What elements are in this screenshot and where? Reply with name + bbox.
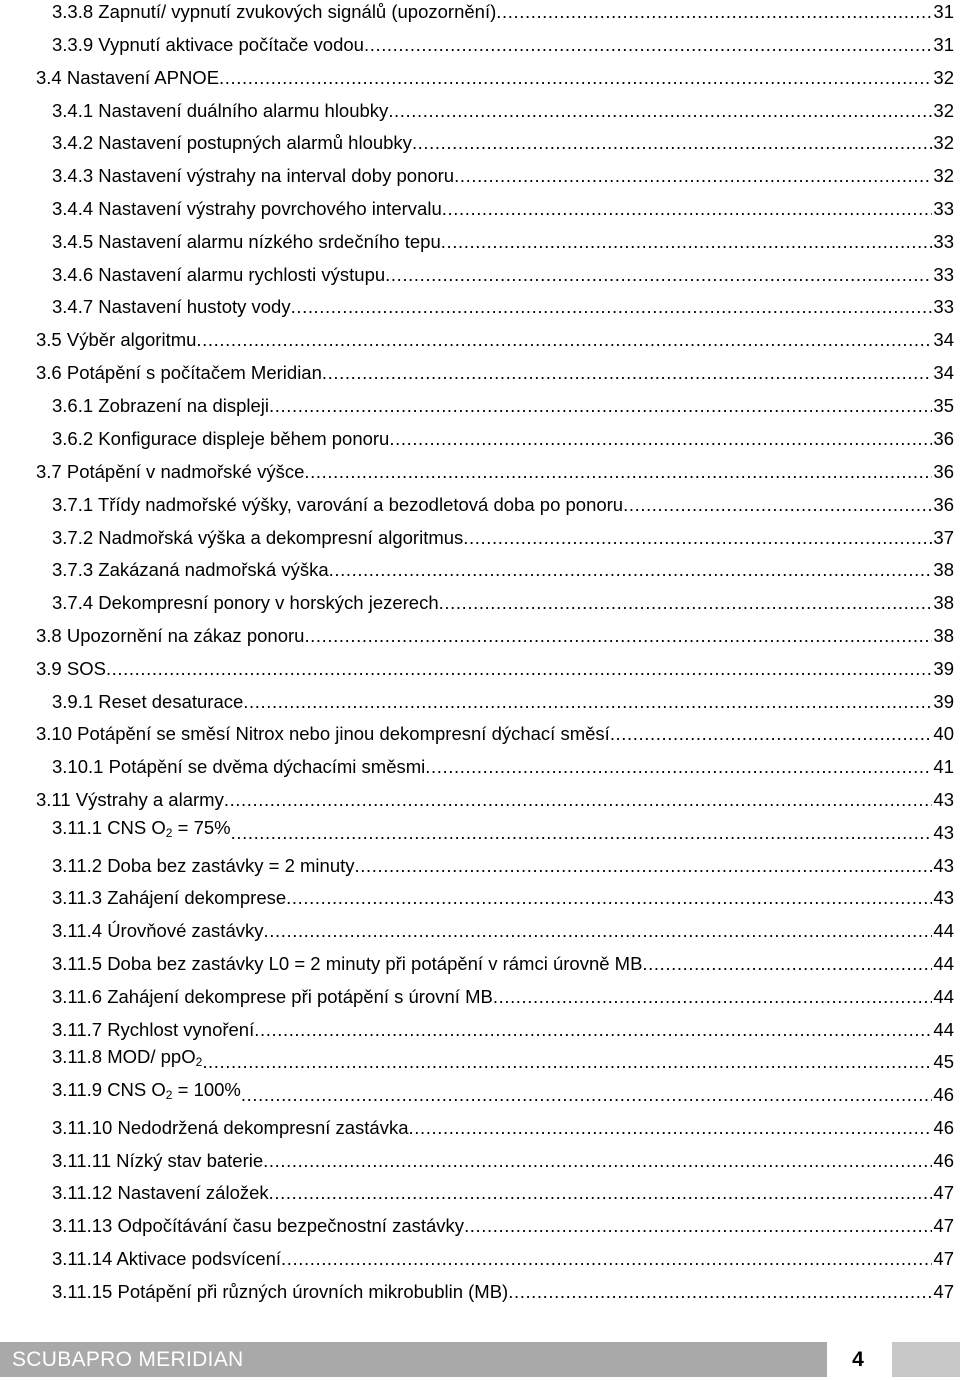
- toc-entry[interactable]: [36, 779, 954, 811]
- dot-leader: [454, 165, 932, 187]
- dot-leader: [463, 527, 932, 549]
- toc-entry-title: 3.9 SOS: [36, 658, 106, 679]
- toc-entry[interactable]: [52, 254, 954, 286]
- toc-entry-title-text: 3.11.8 MOD/ ppO: [52, 1046, 196, 1067]
- toc-entry[interactable]: [36, 615, 954, 647]
- toc-entry-page: 46: [933, 1150, 954, 1171]
- toc-entry-page: 39: [933, 691, 954, 712]
- toc-entry[interactable]: [36, 319, 954, 351]
- toc-entry-page: 38: [933, 625, 954, 646]
- toc-entry-title: 3.3.9 Vypnutí aktivace počítače vodou: [52, 34, 364, 55]
- toc-entry-page: 43: [933, 887, 954, 908]
- toc-entry-page: 40: [933, 723, 954, 744]
- dot-leader: [355, 855, 933, 877]
- toc-entry-title: 3.11 Výstrahy a alarmy: [36, 789, 224, 810]
- toc-entry[interactable]: [52, 188, 954, 220]
- toc-entry-page: 43: [933, 855, 954, 876]
- toc-entry-title: 3.8 Upozornění na zákaz ponoru: [36, 625, 305, 646]
- toc-entry-title-text: 3.11.9 CNS O: [52, 1079, 166, 1100]
- dot-leader: [291, 296, 933, 318]
- toc-entry-page: 47: [933, 1281, 954, 1302]
- toc-entry-title: 3.6 Potápění s počítačem Meridian: [36, 362, 322, 383]
- toc-entry[interactable]: [52, 1107, 954, 1139]
- toc-entry-title: 3.4.1 Nastavení duálního alarmu hloubky: [52, 100, 389, 121]
- toc-entry[interactable]: [52, 1205, 954, 1237]
- toc-entry[interactable]: [52, 24, 954, 56]
- toc-entry-page: 34: [933, 362, 954, 383]
- toc-entry[interactable]: [52, 1140, 954, 1172]
- toc-entry-page: 33: [933, 296, 954, 317]
- subscript: 2: [165, 1088, 173, 1102]
- toc-entry-page: 32: [933, 67, 954, 88]
- toc-entry-title: 3.3.8 Zapnutí/ vypnutí zvukových signálů (upozornění): [52, 1, 497, 22]
- toc-entry-title: 3.11.10 Nedodržená dekompresní zastávka: [52, 1117, 409, 1138]
- toc-entry-title: 3.9.1 Reset desaturace: [52, 691, 244, 712]
- toc-entry[interactable]: [36, 352, 954, 384]
- dot-leader: [508, 1281, 932, 1303]
- dot-leader: [442, 198, 933, 220]
- dot-leader: [281, 1248, 932, 1270]
- toc-entry-page: 33: [933, 264, 954, 285]
- toc-entry[interactable]: [52, 1238, 954, 1270]
- dot-leader: [286, 887, 932, 909]
- toc-entry[interactable]: [52, 877, 954, 909]
- toc-entry-title: 3.11.15 Potápění při různých úrovních mikrobublin (MB): [52, 1281, 509, 1302]
- toc-entry[interactable]: [52, 0, 954, 23]
- toc-entry-page: 46: [933, 1117, 954, 1138]
- toc-entry-page: 47: [933, 1182, 954, 1203]
- toc-entry-page: 44: [933, 953, 954, 974]
- dot-leader: [412, 132, 932, 154]
- toc-entry-title: 3.4 Nastavení APNOE: [36, 67, 220, 88]
- toc-entry-page: 36: [933, 428, 954, 449]
- toc-entry[interactable]: [52, 1172, 954, 1204]
- toc-entry-page: 38: [933, 559, 954, 580]
- page-number: 4: [852, 1347, 864, 1371]
- toc-entry[interactable]: [52, 582, 954, 614]
- page-footer: [0, 1336, 960, 1380]
- toc-entry-title: 3.11.13 Odpočítávání času bezpečnostní zastávky: [52, 1215, 465, 1236]
- toc-entry-title: 3.4.2 Nastavení postupných alarmů hloubky: [52, 132, 412, 153]
- toc-entry[interactable]: [52, 418, 954, 450]
- dot-leader: [269, 395, 932, 417]
- dot-leader: [329, 559, 933, 581]
- toc-entry-page: 46: [933, 1084, 954, 1105]
- toc-entry[interactable]: [52, 484, 954, 516]
- toc-entry[interactable]: [36, 57, 954, 89]
- toc-entry[interactable]: [52, 1074, 954, 1106]
- toc-entry-title: 3.11.3 Zahájení dekomprese: [52, 887, 287, 908]
- footer-bar: [0, 1342, 827, 1377]
- toc-entry-page: 36: [933, 494, 954, 515]
- dot-leader: [425, 756, 932, 778]
- toc-entry-page: 36: [933, 461, 954, 482]
- dot-leader: [364, 34, 932, 56]
- dot-leader: [224, 789, 933, 811]
- dot-leader: [389, 428, 932, 450]
- dot-leader: [623, 494, 932, 516]
- dot-leader: [388, 100, 932, 122]
- toc-entry[interactable]: [52, 812, 954, 844]
- dot-leader: [219, 67, 932, 89]
- toc-entry-title: 3.11.7 Rychlost vynoření: [52, 1019, 255, 1040]
- toc-entry[interactable]: [52, 1041, 954, 1073]
- toc-entry-page: 32: [933, 165, 954, 186]
- dot-leader: [254, 1019, 932, 1041]
- dot-leader: [493, 986, 933, 1008]
- toc-entry-page: 37: [933, 527, 954, 548]
- dot-leader: [322, 362, 933, 384]
- dot-leader: [243, 691, 932, 713]
- toc-entry-title: [52, 817, 231, 844]
- dot-leader: [304, 461, 932, 483]
- footer-corner-block: [892, 1342, 960, 1377]
- toc-entry-title: 3.11.4 Úrovňové zastávky: [52, 920, 264, 941]
- toc-entry-page: 39: [933, 658, 954, 679]
- toc-entry-title: 3.11.5 Doba bez zastávky L0 = 2 minuty při potápění v rámci úrovně MB: [52, 953, 643, 974]
- toc-entry-title: 3.6.2 Konfigurace displeje během ponoru: [52, 428, 390, 449]
- toc-entry[interactable]: [36, 713, 954, 745]
- toc-entry[interactable]: [52, 976, 954, 1008]
- dot-leader: [231, 822, 933, 844]
- toc-entry[interactable]: [52, 943, 954, 975]
- footer-brand: SCUBAPRO MERIDIAN: [12, 1347, 244, 1371]
- toc-entry[interactable]: [52, 517, 954, 549]
- toc-entry-title: 3.4.3 Nastavení výstrahy na interval doby ponoru: [52, 165, 455, 186]
- toc-entry-title: 3.7.3 Zakázaná nadmořská výška: [52, 559, 329, 580]
- toc-entry-page: 44: [933, 1019, 954, 1040]
- toc-entry[interactable]: [52, 155, 954, 187]
- toc-entry-title: 3.4.5 Nastavení alarmu nízkého srdečního tepu: [52, 231, 441, 252]
- toc-entry-page: 31: [933, 34, 954, 55]
- toc-entry[interactable]: [36, 451, 954, 483]
- dot-leader: [385, 264, 932, 286]
- toc-entry[interactable]: [52, 746, 954, 778]
- toc-entry[interactable]: [52, 681, 954, 713]
- dot-leader: [196, 329, 932, 351]
- subscript: 2: [165, 826, 173, 840]
- toc-entry-title: 3.10.1 Potápění se dvěma dýchacími směsmi: [52, 756, 426, 777]
- toc-entry-page: 45: [933, 1051, 954, 1072]
- dot-leader: [202, 1051, 932, 1073]
- toc-entry-title: 3.11.14 Aktivace podsvícení: [52, 1248, 282, 1269]
- dot-leader: [642, 953, 932, 975]
- toc-entry-page: 43: [933, 822, 954, 843]
- toc-entry[interactable]: [52, 122, 954, 154]
- toc-entry[interactable]: [52, 1271, 954, 1303]
- toc-entry-page: 41: [933, 756, 954, 777]
- toc-entry[interactable]: [52, 90, 954, 122]
- toc-entry[interactable]: [52, 910, 954, 942]
- toc-entry-title: 3.7.2 Nadmořská výška a dekompresní algoritmus: [52, 527, 464, 548]
- toc-entry-title: 3.11.12 Nastavení záložek: [52, 1182, 269, 1203]
- toc-entry[interactable]: [52, 1009, 954, 1041]
- dot-leader: [241, 1084, 933, 1106]
- dot-leader: [439, 592, 933, 614]
- dot-leader: [106, 658, 932, 680]
- toc-entry-page: 33: [933, 198, 954, 219]
- toc-entry-page: 33: [933, 231, 954, 252]
- toc-entry-title: 3.7.1 Třídy nadmořské výšky, varování a bezodletová doba po ponoru: [52, 494, 624, 515]
- dot-leader: [409, 1117, 933, 1139]
- toc-entry-page: 34: [933, 329, 954, 350]
- toc-entry-title: 3.4.7 Nastavení hustoty vody: [52, 296, 291, 317]
- toc-entry-page: 47: [933, 1215, 954, 1236]
- toc-entry-title: 3.7.4 Dekompresní ponory v horských jezerech: [52, 592, 439, 613]
- toc-entry-title: 3.4.4 Nastavení výstrahy povrchového intervalu: [52, 198, 442, 219]
- toc-entry-title: [52, 1079, 241, 1106]
- toc-entry[interactable]: [52, 385, 954, 417]
- toc-entry-page: 47: [933, 1248, 954, 1269]
- toc-entry-title: 3.11.2 Doba bez zastávky = 2 minuty: [52, 855, 355, 876]
- toc-entry-title-suffix: = 100%: [172, 1079, 241, 1100]
- dot-leader: [269, 1182, 933, 1204]
- toc-entry[interactable]: [36, 648, 954, 680]
- toc-entry-title-text: 3.11.1 CNS O: [52, 817, 166, 838]
- toc-entry-page: 43: [933, 789, 954, 810]
- dot-leader: [304, 625, 932, 647]
- toc-entry-page: 38: [933, 592, 954, 613]
- toc-entry[interactable]: [52, 549, 954, 581]
- dot-leader: [610, 723, 933, 745]
- toc-entry-title: [52, 1046, 202, 1073]
- toc-entry-title: 3.5 Výběr algoritmu: [36, 329, 197, 350]
- toc-entry-page: 32: [933, 100, 954, 121]
- toc-entry-title: 3.6.1 Zobrazení na displeji: [52, 395, 269, 416]
- toc-entry-title: 3.11.6 Zahájení dekomprese při potápění s úrovní MB: [52, 986, 493, 1007]
- toc-entry-page: 31: [933, 1, 954, 22]
- toc-entry-page: 32: [933, 132, 954, 153]
- toc-entry[interactable]: [52, 286, 954, 318]
- toc-entry-page: 44: [933, 920, 954, 941]
- toc-entry-title: 3.4.6 Nastavení alarmu rychlosti výstupu: [52, 264, 386, 285]
- toc-entry-page: 35: [933, 395, 954, 416]
- dot-leader: [441, 231, 933, 253]
- dot-leader: [263, 1150, 932, 1172]
- dot-leader: [464, 1215, 932, 1237]
- toc-entry[interactable]: [52, 845, 954, 877]
- dot-leader: [496, 1, 932, 23]
- toc-entry[interactable]: [52, 221, 954, 253]
- dot-leader: [264, 920, 933, 942]
- toc-entry-title-suffix: = 75%: [172, 817, 231, 838]
- toc-entry-title: 3.7 Potápění v nadmořské výšce: [36, 461, 305, 482]
- toc-entry-title: 3.11.11 Nízký stav baterie: [52, 1150, 264, 1171]
- subscript: 2: [195, 1055, 203, 1069]
- toc-entry-title: 3.10 Potápění se směsí Nitrox nebo jinou dekompresní dýchací směsí: [36, 723, 610, 744]
- toc-entry-page: 44: [933, 986, 954, 1007]
